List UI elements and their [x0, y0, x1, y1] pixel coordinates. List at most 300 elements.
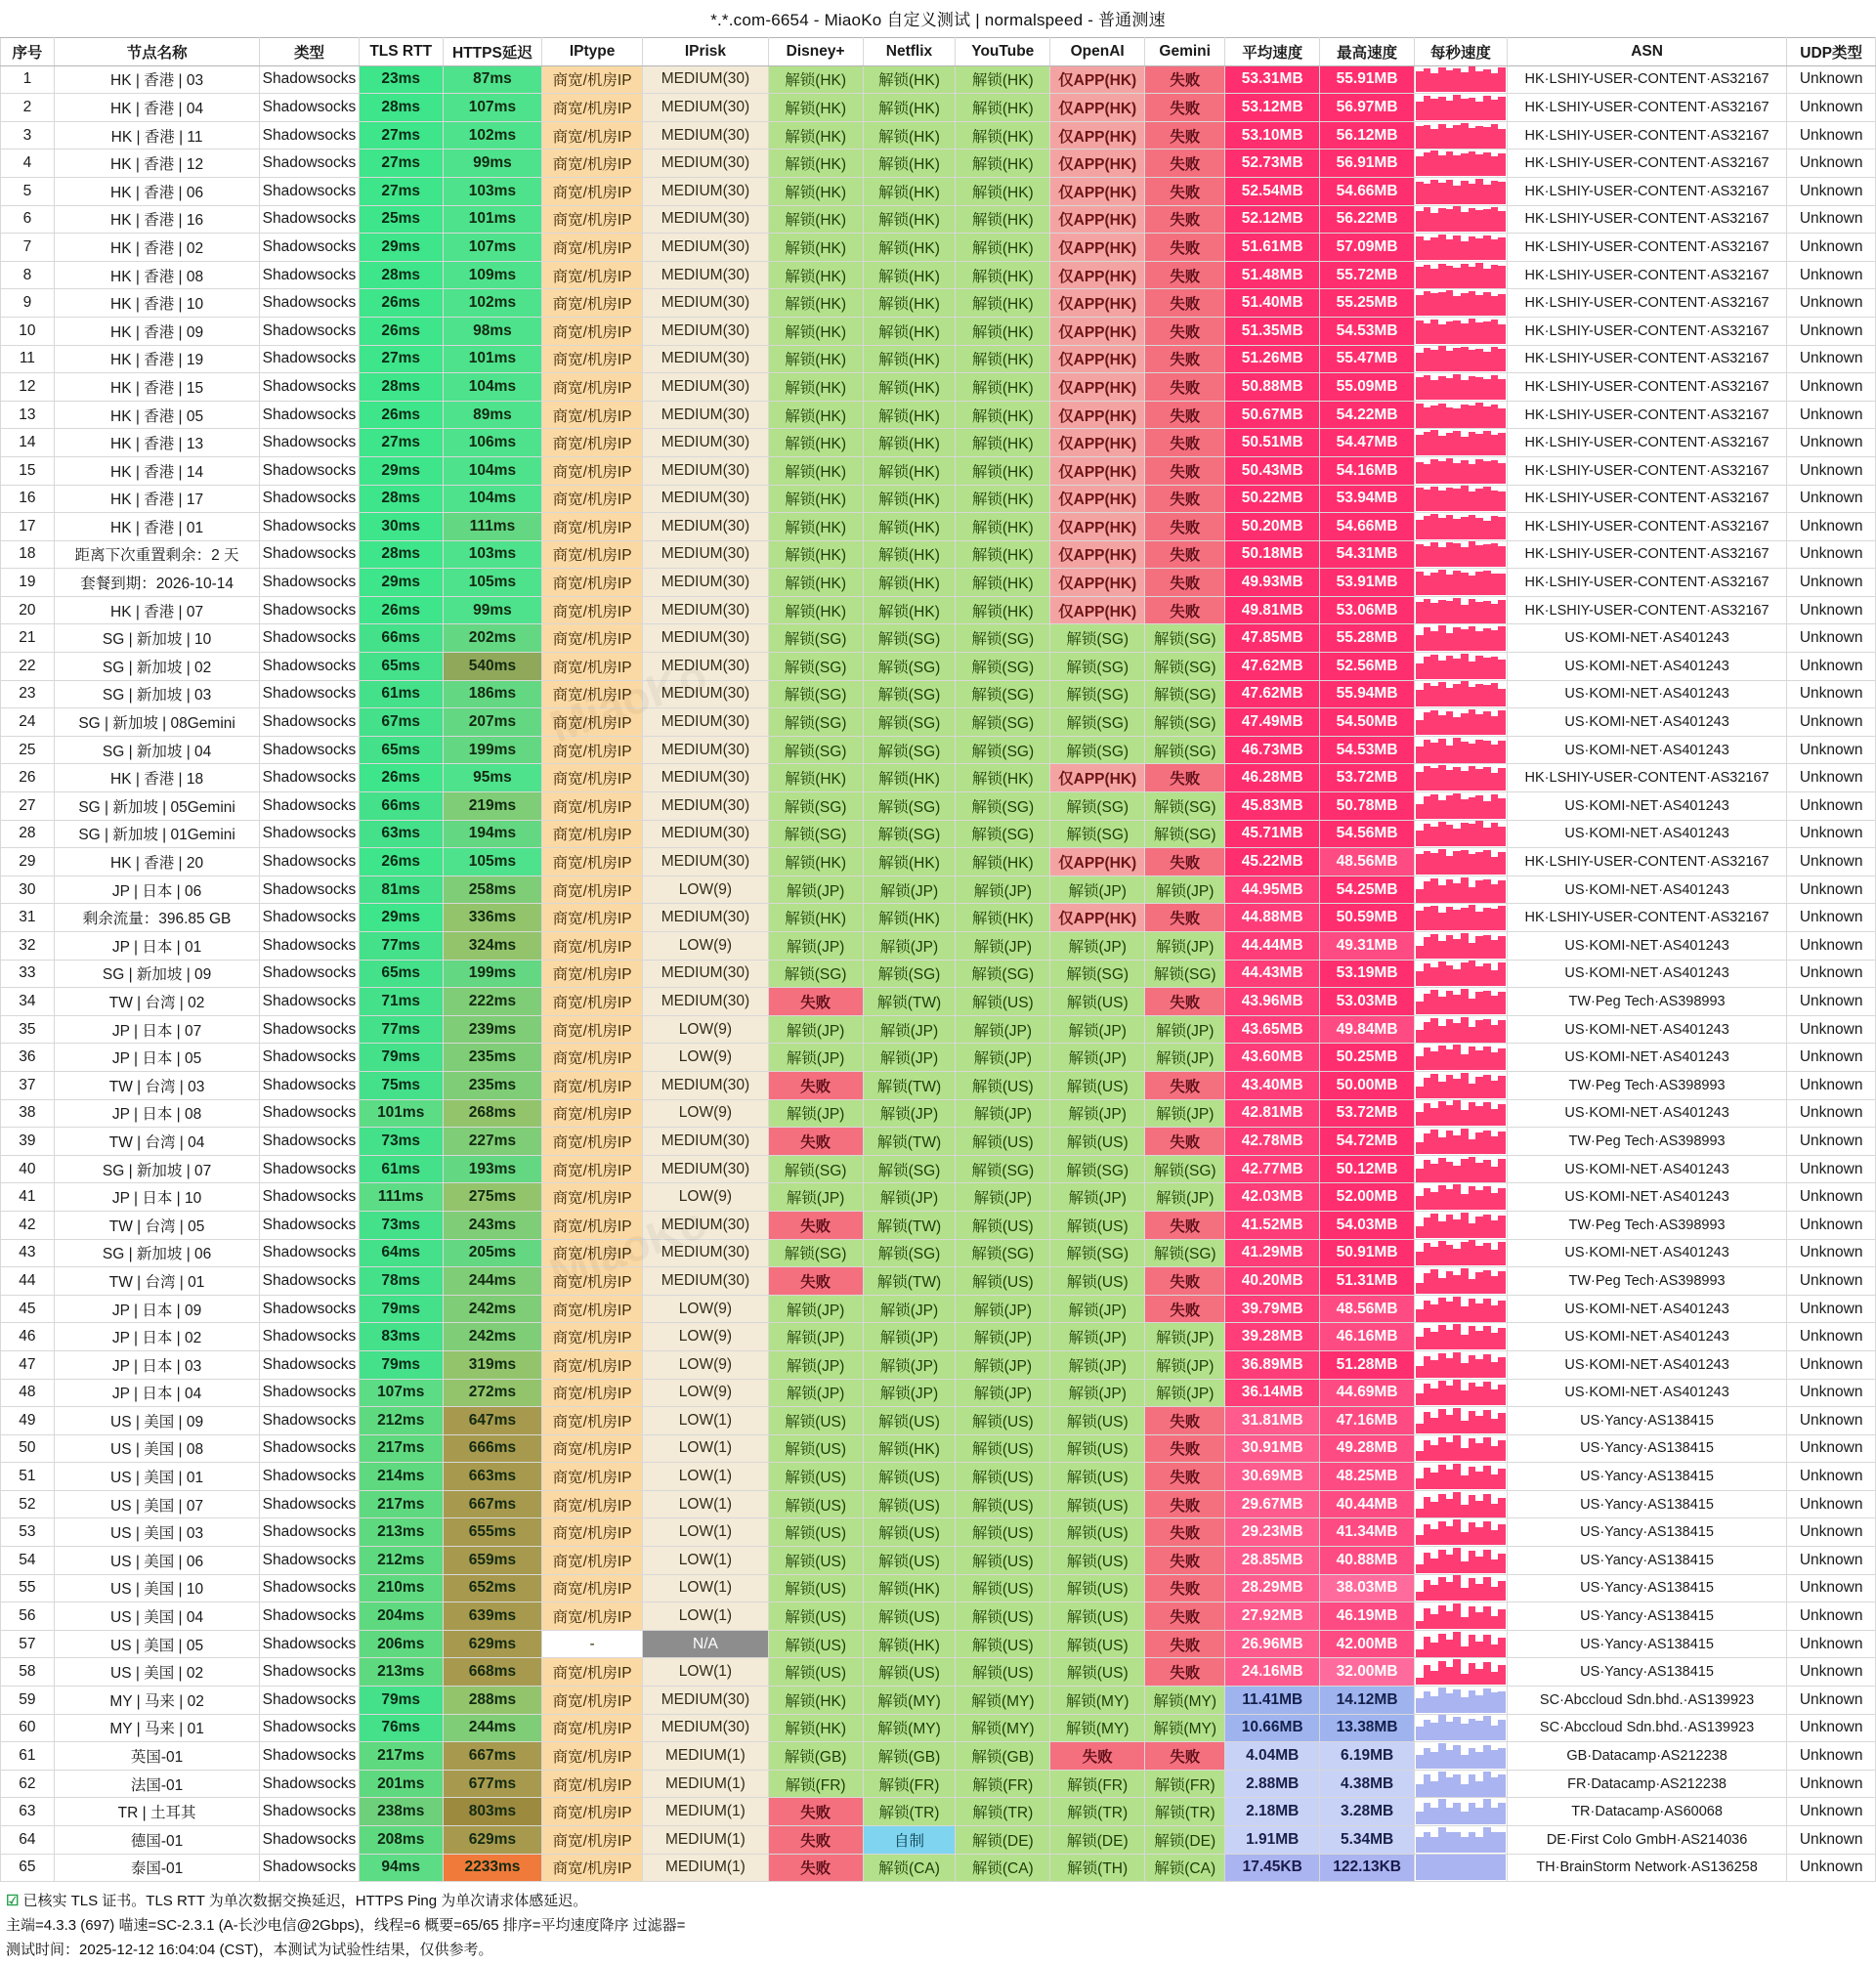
table-row[interactable] [1, 205, 1876, 234]
tls-rtt: 201ms [359, 1770, 443, 1798]
https-latency: 199ms [443, 736, 541, 764]
netflix-status: 解锁(US) [863, 1602, 956, 1631]
ip-type: 商宽/机房IP [541, 401, 642, 429]
udp-type: Unknown [1787, 1239, 1876, 1267]
node-type: Shadowsocks [260, 1323, 359, 1351]
node-name: 套餐到期：2026-10-14 [54, 569, 260, 597]
youtube-status: 解锁(SG) [956, 736, 1050, 764]
tls-rtt: 25ms [359, 205, 443, 234]
node-type: Shadowsocks [260, 653, 359, 681]
ip-risk: MEDIUM(30) [643, 289, 768, 318]
table-row[interactable] [1, 1714, 1876, 1742]
column-header[interactable]: Gemini [1145, 38, 1225, 66]
column-header[interactable]: HTTPS延迟 [443, 38, 541, 66]
column-header[interactable]: 每秒速度 [1415, 38, 1508, 66]
https-latency: 107ms [443, 94, 541, 122]
table-row[interactable] [1, 653, 1876, 681]
gemini-status: 解锁(SG) [1145, 624, 1225, 653]
per-second-speed-sparkline [1415, 708, 1508, 737]
per-second-speed-sparkline [1415, 485, 1508, 513]
table-row[interactable] [1, 429, 1876, 457]
https-latency: 106ms [443, 429, 541, 457]
openai-status: 解锁(US) [1050, 1547, 1145, 1575]
column-header[interactable]: Disney+ [768, 38, 863, 66]
netflix-status: 解锁(GB) [863, 1742, 956, 1771]
tls-rtt: 101ms [359, 1099, 443, 1128]
column-header[interactable]: UDP类型 [1787, 38, 1876, 66]
row-index: 23 [1, 680, 55, 708]
table-row[interactable] [1, 1490, 1876, 1518]
per-second-speed-sparkline [1415, 1379, 1508, 1407]
youtube-status: 解锁(HK) [956, 429, 1050, 457]
node-type: Shadowsocks [260, 485, 359, 513]
per-second-speed-sparkline [1415, 1770, 1508, 1798]
ip-type: 商宽/机房IP [541, 1211, 642, 1239]
row-index: 30 [1, 876, 55, 904]
node-name: TW | 台湾 | 05 [54, 1211, 260, 1239]
table-row[interactable] [1, 1239, 1876, 1267]
row-index: 42 [1, 1211, 55, 1239]
disney-plus-status: 失败 [768, 1854, 863, 1882]
disney-plus-status: 解锁(HK) [768, 373, 863, 402]
table-row[interactable] [1, 513, 1876, 541]
node-type: Shadowsocks [260, 1044, 359, 1072]
youtube-status: 解锁(US) [956, 1630, 1050, 1658]
tls-rtt: 107ms [359, 1379, 443, 1407]
netflix-status: 解锁(HK) [863, 764, 956, 792]
youtube-status: 解锁(US) [956, 1658, 1050, 1687]
netflix-status: 解锁(US) [863, 1518, 956, 1547]
ip-risk: MEDIUM(30) [643, 317, 768, 345]
netflix-status: 解锁(TW) [863, 988, 956, 1016]
disney-plus-status: 解锁(SG) [768, 960, 863, 988]
column-header[interactable]: 最高速度 [1320, 38, 1415, 66]
max-speed: 54.31MB [1320, 540, 1415, 569]
table-row[interactable] [1, 708, 1876, 737]
per-second-speed-sparkline [1415, 1323, 1508, 1351]
table-row[interactable] [1, 1044, 1876, 1072]
table-row[interactable] [1, 792, 1876, 821]
gemini-status: 失败 [1145, 121, 1225, 150]
column-header[interactable]: ASN [1507, 38, 1786, 66]
table-row[interactable] [1, 1379, 1876, 1407]
https-latency: 89ms [443, 401, 541, 429]
node-name: SG | 新加坡 | 09 [54, 960, 260, 988]
row-index: 54 [1, 1547, 55, 1575]
ip-risk: MEDIUM(30) [643, 373, 768, 402]
ip-type: 商宽/机房IP [541, 1350, 642, 1379]
avg-speed: 44.95MB [1225, 876, 1320, 904]
max-speed: 54.22MB [1320, 401, 1415, 429]
per-second-speed-sparkline [1415, 1407, 1508, 1435]
table-row[interactable] [1, 234, 1876, 262]
udp-type: Unknown [1787, 1350, 1876, 1379]
table-row[interactable] [1, 1574, 1876, 1602]
udp-type: Unknown [1787, 1714, 1876, 1742]
disney-plus-status: 解锁(JP) [768, 1183, 863, 1212]
max-speed: 42.00MB [1320, 1630, 1415, 1658]
table-row[interactable] [1, 848, 1876, 876]
table-row[interactable] [1, 1826, 1876, 1855]
node-name: SG | 新加坡 | 06 [54, 1239, 260, 1267]
row-index: 9 [1, 289, 55, 318]
row-index: 6 [1, 205, 55, 234]
avg-speed: 39.79MB [1225, 1295, 1320, 1323]
table-row[interactable] [1, 401, 1876, 429]
node-type: Shadowsocks [260, 792, 359, 821]
table-row[interactable] [1, 1071, 1876, 1099]
https-latency: 219ms [443, 792, 541, 821]
ip-type: 商宽/机房IP [541, 1798, 642, 1826]
openai-status: 解锁(DE) [1050, 1826, 1145, 1855]
table-row[interactable] [1, 1211, 1876, 1239]
udp-type: Unknown [1787, 1798, 1876, 1826]
table-row[interactable] [1, 988, 1876, 1016]
table-row[interactable] [1, 1295, 1876, 1323]
table-row[interactable] [1, 1854, 1876, 1882]
table-row[interactable] [1, 1323, 1876, 1351]
max-speed: 56.12MB [1320, 121, 1415, 150]
tls-rtt: 66ms [359, 624, 443, 653]
disney-plus-status: 解锁(HK) [768, 150, 863, 178]
avg-speed: 26.96MB [1225, 1630, 1320, 1658]
netflix-status: 解锁(HK) [863, 596, 956, 624]
column-header[interactable]: 类型 [260, 38, 359, 66]
tls-rtt: 206ms [359, 1630, 443, 1658]
node-type: Shadowsocks [260, 1714, 359, 1742]
udp-type: Unknown [1787, 401, 1876, 429]
row-index: 51 [1, 1463, 55, 1491]
openai-status: 仅APP(HK) [1050, 540, 1145, 569]
ip-type: 商宽/机房IP [541, 1490, 642, 1518]
ip-type: 商宽/机房IP [541, 429, 642, 457]
openai-status: 解锁(JP) [1050, 1295, 1145, 1323]
row-index: 43 [1, 1239, 55, 1267]
https-latency: 659ms [443, 1547, 541, 1575]
avg-speed: 2.18MB [1225, 1798, 1320, 1826]
openai-status: 解锁(JP) [1050, 1099, 1145, 1128]
youtube-status: 解锁(US) [956, 1463, 1050, 1491]
ip-type: - [541, 1630, 642, 1658]
table-row[interactable] [1, 1798, 1876, 1826]
table-row[interactable] [1, 960, 1876, 988]
table-row[interactable] [1, 485, 1876, 513]
avg-speed: 52.12MB [1225, 205, 1320, 234]
per-second-speed-sparkline [1415, 569, 1508, 597]
ip-risk: LOW(9) [643, 1323, 768, 1351]
column-header[interactable]: TLS RTT [359, 38, 443, 66]
per-second-speed-sparkline [1415, 1267, 1508, 1296]
per-second-speed-sparkline [1415, 1099, 1508, 1128]
tls-rtt: 65ms [359, 736, 443, 764]
table-row[interactable] [1, 624, 1876, 653]
table-row[interactable] [1, 540, 1876, 569]
openai-status: 解锁(US) [1050, 1602, 1145, 1631]
disney-plus-status: 解锁(HK) [768, 121, 863, 150]
avg-speed: 47.49MB [1225, 708, 1320, 737]
table-row[interactable] [1, 1407, 1876, 1435]
ip-type: 商宽/机房IP [541, 1295, 642, 1323]
ip-risk: MEDIUM(30) [643, 708, 768, 737]
table-row[interactable] [1, 1155, 1876, 1183]
table-row[interactable] [1, 65, 1876, 94]
netflix-status: 解锁(JP) [863, 1099, 956, 1128]
avg-speed: 53.31MB [1225, 65, 1320, 94]
gemini-status: 解锁(JP) [1145, 1015, 1225, 1044]
node-type: Shadowsocks [260, 1267, 359, 1296]
per-second-speed-sparkline [1415, 1742, 1508, 1771]
node-name: HK | 香港 | 15 [54, 373, 260, 402]
netflix-status: 解锁(JP) [863, 876, 956, 904]
row-index: 40 [1, 1155, 55, 1183]
table-row[interactable] [1, 94, 1876, 122]
table-row[interactable] [1, 345, 1876, 373]
youtube-status: 解锁(US) [956, 988, 1050, 1016]
openai-status: 解锁(SG) [1050, 820, 1145, 848]
table-row[interactable] [1, 1630, 1876, 1658]
per-second-speed-sparkline [1415, 205, 1508, 234]
ip-type: 商宽/机房IP [541, 345, 642, 373]
gemini-status: 失败 [1145, 1490, 1225, 1518]
node-type: Shadowsocks [260, 1742, 359, 1771]
asn: US·KOMI-NET·AS401243 [1507, 792, 1786, 821]
https-latency: 272ms [443, 1379, 541, 1407]
node-name: JP | 日本 | 05 [54, 1044, 260, 1072]
avg-speed: 27.92MB [1225, 1602, 1320, 1631]
node-type: Shadowsocks [260, 1687, 359, 1715]
max-speed: 38.03MB [1320, 1574, 1415, 1602]
per-second-speed-sparkline [1415, 1295, 1508, 1323]
udp-type: Unknown [1787, 485, 1876, 513]
gemini-status: 失败 [1145, 150, 1225, 178]
openai-status: 解锁(JP) [1050, 1044, 1145, 1072]
table-row[interactable] [1, 1015, 1876, 1044]
max-speed: 49.28MB [1320, 1434, 1415, 1463]
table-row[interactable] [1, 1547, 1876, 1575]
tls-rtt: 28ms [359, 373, 443, 402]
table-row[interactable] [1, 569, 1876, 597]
table-row[interactable] [1, 1267, 1876, 1296]
table-row[interactable] [1, 289, 1876, 318]
youtube-status: 解锁(SG) [956, 1239, 1050, 1267]
avg-speed: 51.35MB [1225, 317, 1320, 345]
table-row[interactable] [1, 261, 1876, 289]
table-row[interactable] [1, 764, 1876, 792]
https-latency: 666ms [443, 1434, 541, 1463]
column-header[interactable]: 平均速度 [1225, 38, 1320, 66]
gemini-status: 失败 [1145, 1434, 1225, 1463]
table-row[interactable] [1, 1463, 1876, 1491]
table-row[interactable] [1, 1518, 1876, 1547]
tls-rtt: 217ms [359, 1742, 443, 1771]
disney-plus-status: 解锁(SG) [768, 680, 863, 708]
youtube-status: 解锁(SG) [956, 680, 1050, 708]
table-row[interactable] [1, 904, 1876, 932]
max-speed: 50.91MB [1320, 1239, 1415, 1267]
udp-type: Unknown [1787, 792, 1876, 821]
table-row[interactable] [1, 876, 1876, 904]
table-row[interactable] [1, 317, 1876, 345]
ip-risk: LOW(1) [643, 1490, 768, 1518]
row-index: 20 [1, 596, 55, 624]
table-row[interactable] [1, 1183, 1876, 1212]
netflix-status: 解锁(HK) [863, 345, 956, 373]
disney-plus-status: 解锁(US) [768, 1547, 863, 1575]
table-row[interactable] [1, 1128, 1876, 1156]
ip-type: 商宽/机房IP [541, 792, 642, 821]
openai-status: 仅APP(HK) [1050, 121, 1145, 150]
avg-speed: 44.44MB [1225, 932, 1320, 961]
tls-rtt: 77ms [359, 932, 443, 961]
ip-risk: MEDIUM(30) [643, 205, 768, 234]
node-type: Shadowsocks [260, 848, 359, 876]
disney-plus-status: 失败 [768, 1826, 863, 1855]
table-row[interactable] [1, 373, 1876, 402]
gemini-status: 失败 [1145, 289, 1225, 318]
table-row[interactable] [1, 596, 1876, 624]
node-type: Shadowsocks [260, 680, 359, 708]
per-second-speed-sparkline [1415, 540, 1508, 569]
disney-plus-status: 解锁(SG) [768, 1155, 863, 1183]
netflix-status: 解锁(MY) [863, 1687, 956, 1715]
table-row[interactable] [1, 1687, 1876, 1715]
https-latency: 107ms [443, 234, 541, 262]
openai-status: 仅APP(HK) [1050, 261, 1145, 289]
per-second-speed-sparkline [1415, 1826, 1508, 1855]
node-name: HK | 香港 | 12 [54, 150, 260, 178]
openai-status: 解锁(US) [1050, 1658, 1145, 1687]
table-row[interactable] [1, 177, 1876, 205]
column-header[interactable]: YouTube [956, 38, 1050, 66]
per-second-speed-sparkline [1415, 1239, 1508, 1267]
https-latency: 103ms [443, 540, 541, 569]
node-name: 距离下次重置剩余：2 天 [54, 540, 260, 569]
https-latency: 319ms [443, 1350, 541, 1379]
asn: US·KOMI-NET·AS401243 [1507, 1323, 1786, 1351]
per-second-speed-sparkline [1415, 1714, 1508, 1742]
table-row[interactable] [1, 1350, 1876, 1379]
avg-speed: 45.22MB [1225, 848, 1320, 876]
column-header[interactable]: IPrisk [643, 38, 768, 66]
youtube-status: 解锁(HK) [956, 513, 1050, 541]
ip-type: 商宽/机房IP [541, 1434, 642, 1463]
tls-rtt: 28ms [359, 94, 443, 122]
netflix-status: 解锁(HK) [863, 429, 956, 457]
gemini-status: 失败 [1145, 764, 1225, 792]
column-header[interactable]: 节点名称 [54, 38, 260, 66]
asn: HK·LSHIY-USER-CONTENT·AS32167 [1507, 65, 1786, 94]
table-row[interactable] [1, 1602, 1876, 1631]
netflix-status: 解锁(US) [863, 1463, 956, 1491]
column-header[interactable]: Netflix [863, 38, 956, 66]
table-row[interactable] [1, 680, 1876, 708]
ip-type: 商宽/机房IP [541, 1071, 642, 1099]
table-row[interactable] [1, 1434, 1876, 1463]
ip-risk: LOW(1) [643, 1574, 768, 1602]
row-index: 22 [1, 653, 55, 681]
row-index: 11 [1, 345, 55, 373]
netflix-status: 解锁(FR) [863, 1770, 956, 1798]
gemini-status: 失败 [1145, 1602, 1225, 1631]
max-speed: 5.34MB [1320, 1826, 1415, 1855]
node-name: US | 美国 | 06 [54, 1547, 260, 1575]
tls-rtt: 75ms [359, 1071, 443, 1099]
udp-type: Unknown [1787, 456, 1876, 485]
row-index: 38 [1, 1099, 55, 1128]
node-name: TW | 台湾 | 03 [54, 1071, 260, 1099]
https-latency: 639ms [443, 1602, 541, 1631]
max-speed: 40.88MB [1320, 1547, 1415, 1575]
table-row[interactable] [1, 456, 1876, 485]
asn: US·Yancy·AS138415 [1507, 1434, 1786, 1463]
netflix-status: 解锁(HK) [863, 205, 956, 234]
udp-type: Unknown [1787, 1518, 1876, 1547]
table-row[interactable] [1, 820, 1876, 848]
per-second-speed-sparkline [1415, 429, 1508, 457]
ip-type: 商宽/机房IP [541, 653, 642, 681]
udp-type: Unknown [1787, 932, 1876, 961]
row-index: 14 [1, 429, 55, 457]
https-latency: 99ms [443, 596, 541, 624]
column-header[interactable]: IPtype [541, 38, 642, 66]
table-row[interactable] [1, 1742, 1876, 1771]
gemini-status: 失败 [1145, 234, 1225, 262]
ip-type: 商宽/机房IP [541, 932, 642, 961]
avg-speed: 43.60MB [1225, 1044, 1320, 1072]
udp-type: Unknown [1787, 540, 1876, 569]
openai-status: 仅APP(HK) [1050, 94, 1145, 122]
youtube-status: 解锁(US) [956, 1574, 1050, 1602]
disney-plus-status: 解锁(US) [768, 1602, 863, 1631]
udp-type: Unknown [1787, 1434, 1876, 1463]
node-type: Shadowsocks [260, 1128, 359, 1156]
row-index: 8 [1, 261, 55, 289]
tls-rtt: 79ms [359, 1044, 443, 1072]
per-second-speed-sparkline [1415, 1574, 1508, 1602]
table-row[interactable] [1, 1099, 1876, 1128]
column-header[interactable]: 序号 [1, 38, 55, 66]
row-index: 7 [1, 234, 55, 262]
ip-type: 商宽/机房IP [541, 317, 642, 345]
table-row[interactable] [1, 150, 1876, 178]
table-row[interactable] [1, 736, 1876, 764]
disney-plus-status: 解锁(HK) [768, 401, 863, 429]
udp-type: Unknown [1787, 569, 1876, 597]
max-speed: 57.09MB [1320, 234, 1415, 262]
per-second-speed-sparkline [1415, 345, 1508, 373]
netflix-status: 解锁(HK) [863, 121, 956, 150]
node-type: Shadowsocks [260, 736, 359, 764]
node-name: SG | 新加坡 | 08Gemini [54, 708, 260, 737]
table-row[interactable] [1, 121, 1876, 150]
openai-status: 解锁(SG) [1050, 1155, 1145, 1183]
gemini-status: 失败 [1145, 513, 1225, 541]
netflix-status: 解锁(US) [863, 1547, 956, 1575]
table-row[interactable] [1, 932, 1876, 961]
table-row[interactable] [1, 1658, 1876, 1687]
ip-risk: MEDIUM(30) [643, 1267, 768, 1296]
node-name: SG | 新加坡 | 02 [54, 653, 260, 681]
netflix-status: 解锁(TW) [863, 1128, 956, 1156]
ip-risk: MEDIUM(30) [643, 1211, 768, 1239]
udp-type: Unknown [1787, 596, 1876, 624]
table-row[interactable] [1, 1770, 1876, 1798]
node-type: Shadowsocks [260, 932, 359, 961]
column-header[interactable]: OpenAI [1050, 38, 1145, 66]
per-second-speed-sparkline [1415, 261, 1508, 289]
node-name: HK | 香港 | 16 [54, 205, 260, 234]
youtube-status: 解锁(HK) [956, 540, 1050, 569]
